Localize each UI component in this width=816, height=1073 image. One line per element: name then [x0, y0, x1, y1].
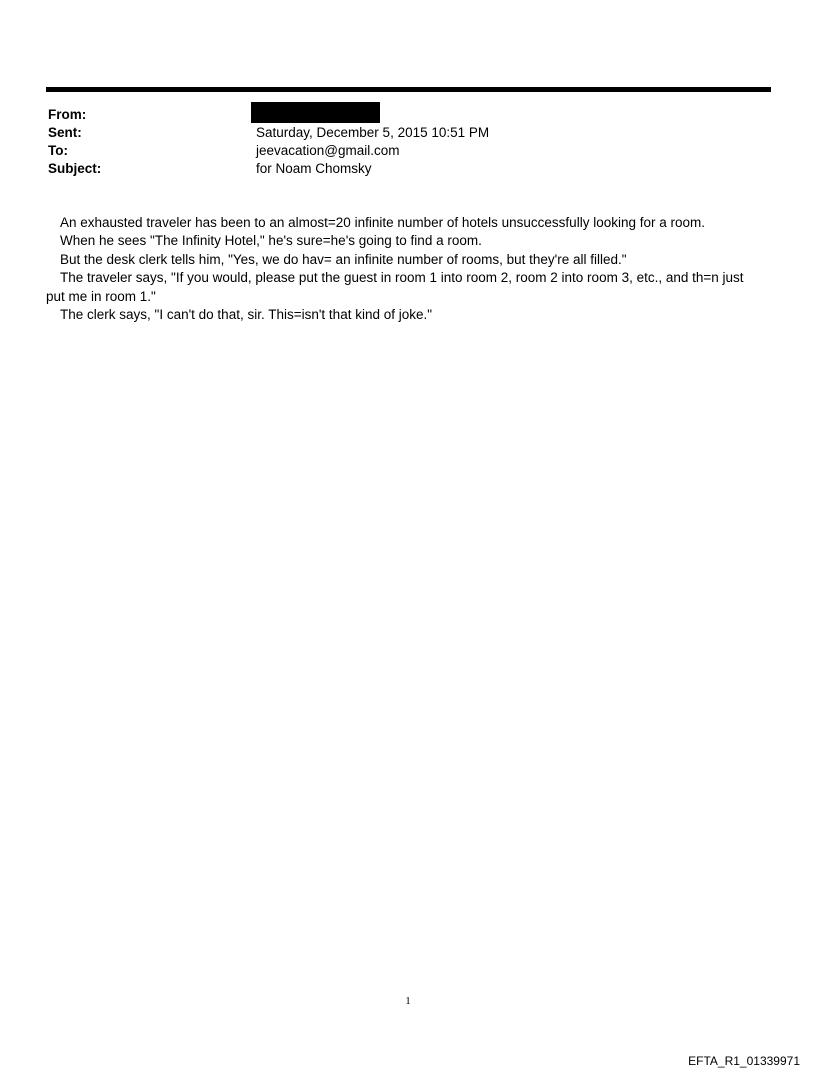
sent-label: Sent: [48, 125, 82, 140]
body-paragraph: An exhausted traveler has been to an almost=20 infinite number of hotels unsuccessfully looking for a room. [60, 215, 705, 230]
subject-value: for Noam Chomsky [256, 161, 372, 176]
body-paragraph: But the desk clerk tells him, "Yes, we do hav= an infinite number of rooms, but they're all filled." [60, 251, 627, 267]
document-id: EFTA_R1_01339971 [688, 1054, 800, 1068]
page-number: 1 [405, 995, 411, 1007]
email-body [46, 214, 758, 324]
redaction-block [251, 102, 380, 123]
to-row [48, 142, 748, 160]
body-paragraph: The traveler says, "If you would, please put the guest in room 1 into room 2, room 2 into room 3, etc., and th=n just put me in room 1." [46, 270, 744, 304]
from-label: From: [48, 107, 87, 122]
to-label: To: [48, 143, 68, 158]
subject-row [48, 160, 748, 178]
body-paragraph: The clerk says, "I can't do that, sir. This=isn't that kind of joke." [60, 307, 433, 323]
sent-value: Saturday, December 5, 2015 10:51 PM [256, 125, 490, 140]
header-divider [46, 87, 771, 92]
to-value: jeevacation@gmail.com [256, 143, 400, 158]
body-paragraph: When he sees "The Infinity Hotel," he's sure=he's going to find a room. [60, 233, 482, 249]
sent-row [48, 124, 748, 142]
subject-label: Subject: [48, 161, 102, 176]
from-row [48, 106, 748, 124]
